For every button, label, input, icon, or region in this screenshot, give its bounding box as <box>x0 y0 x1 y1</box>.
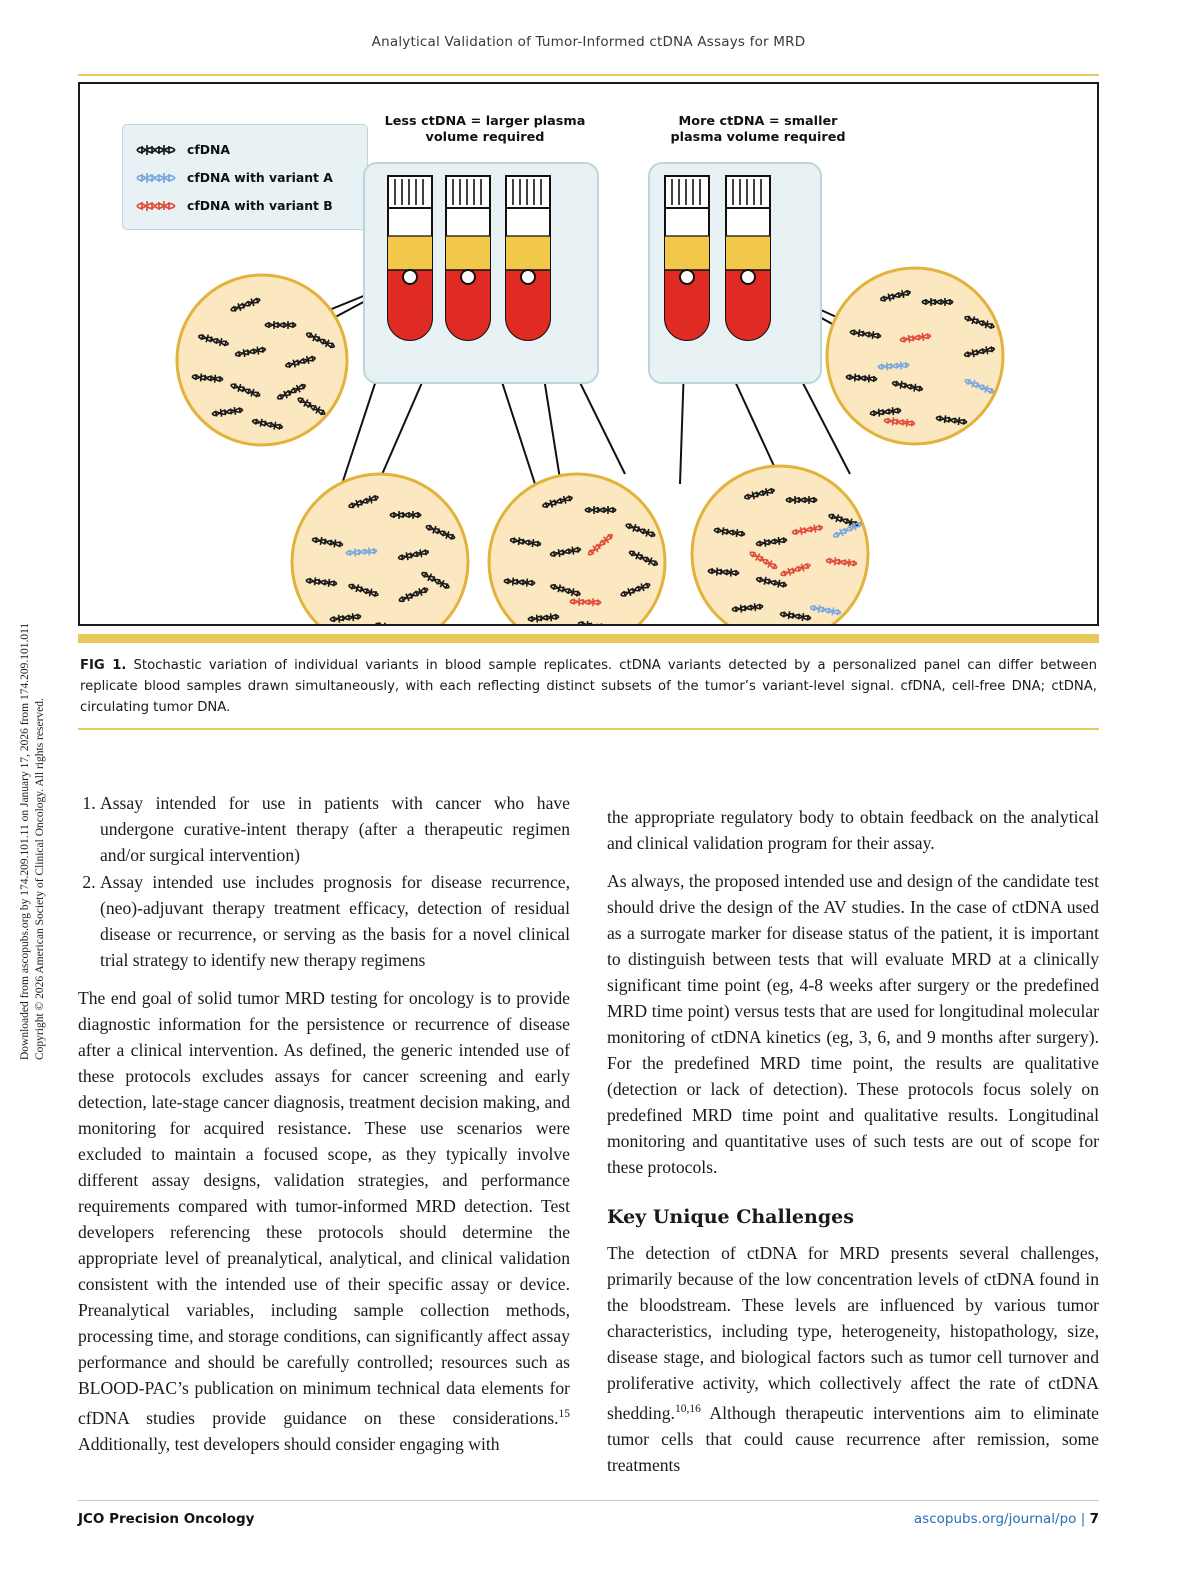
figure-image-panel <box>78 82 1099 626</box>
footer-journal-name: JCO Precision Oncology <box>78 1511 255 1527</box>
footer-journal-link[interactable]: ascopubs.org/journal/po <box>913 1511 1077 1527</box>
column-right <box>607 790 1099 1478</box>
paragraph-end-goal <box>78 985 570 1457</box>
footer-page-number: 7 <box>1089 1511 1099 1527</box>
dna-bubbles <box>80 84 1097 624</box>
citation-ref: 15 <box>558 1408 570 1420</box>
footer-right <box>914 1511 1099 1527</box>
legend-label: cfDNA <box>187 141 230 157</box>
column-left <box>78 790 570 1457</box>
paragraph-regulatory: the appropriate regulatory body to obtain feedback on the analytical and clinical validation program for their assay. <box>607 807 1099 853</box>
download-stamp-line-1: Downloaded from ascopubs.org by 174.209.101.11 on January 17, 2026 from 174.209.101.011 <box>19 622 31 1060</box>
download-copyright-stamp <box>18 623 48 1060</box>
footer-separator: | <box>1080 1511 1086 1527</box>
paragraph-text-cont: Additionally, test developers should consider engaging with <box>78 1433 500 1454</box>
paragraph-av-design: As always, the proposed intended use and design of the candidate test should drive the design of the AV studies. In the case of ctDNA used as a surrogate marker for disease status of the patient, it is important to distinguish between tests that will evaluate MRD at a clinically significant time point (eg, 4-8 weeks after surgery or the predefined MRD time point) versus tests that are used for longitudinal molecular monitoring of ctDNA kinetics (eg, 3, 6, and 9 months after surgery). For the predefined MRD time point, the results are qualitative (detection or lack of detection). These protocols focus solely on predefined MRD time point and qualitative results. Longitudinal monitoring and quantitative uses of such tests are out of scope for these protocols. <box>607 871 1099 1177</box>
download-stamp-line-2: Copyright © 2026 American Society of Clinical Oncology. All rights reserved. <box>34 698 46 1060</box>
figure-1 <box>78 74 1099 730</box>
figure-caption-label: FIG 1. <box>80 658 127 673</box>
list-item: 2. Assay intended use includes prognosis for disease recurrence, (neo)-adjuvant therapy treatment efficacy, detection of residual disease or recurrence, or serving as the basis for a novel clinical trial strategy to identify new therapy regimens <box>100 869 570 973</box>
page-footer <box>78 1500 1099 1527</box>
section-heading-key-unique-challenges: Key Unique Challenges <box>607 1206 854 1228</box>
figure-caption <box>78 643 1099 728</box>
figure-bottom-rule <box>78 634 1099 643</box>
paragraph-text: The end goal of solid tumor MRD testing for oncology is to provide diagnostic information for the persistence or recurrence of disease after a clinical intervention. As defined, the generic intended use of these protocols excludes assays for cancer screening and early detection, late-stage cancer diagnosis, treatment decision making, and monitoring for acquired resistance. These use scenarios were excluded to maintain a focused scope, as they typically involve different assay designs, validation strategies, and performance requirements compared with tumor-informed MRD detection. Test developers referencing these protocols should determine the appropriate level of preanalytical, analytical, and clinical validation consistent with the intended use of their specific assay or device. Preanalytical variables, including sample collection methods, processing time, and storage conditions, can significantly affect assay performance and should be carefully controlled; resources such as BLOOD-PAC’s publication on minimum technical data elements for cfDNA studies provide guidance on these considerations. <box>78 988 570 1428</box>
legend-label: cfDNA with variant A <box>187 169 333 185</box>
citation-ref: 10,16 <box>674 1403 701 1415</box>
figure-group-title-left: Less ctDNA = larger plasma volume required <box>384 114 586 145</box>
paragraph-text: The detection of ctDNA for MRD presents several challenges, primarily because of the low concentration levels of ctDNA found in the bloodstream. These levels are influenced by various tumor characteristics, including type, heterogeneity, histopathology, size, disease stage, and biological factors such as tumor cell turnover and proliferative activity, which collectively affect the rate of ctDNA shedding. <box>607 1243 1099 1423</box>
paragraph-text-cont: Although therapeutic interventions aim to eliminate tumor cells that could cause recurrence after remission, some treatments <box>607 1402 1099 1475</box>
figure-group-title-right: More ctDNA = smaller plasma volume required <box>670 114 846 145</box>
legend-label: cfDNA with variant B <box>187 197 333 213</box>
figure-caption-text: Stochastic variation of individual variants in blood sample replicates. ctDNA variants detected by a personalized panel can differ between replicate blood samples drawn simultaneously, with each reflecting distinct subsets of the tumor’s variant-level signal. cfDNA, cell-free DNA; ctDNA, circulating tumor DNA. <box>80 658 1097 715</box>
intended-use-list <box>78 790 570 973</box>
list-item: 1. Assay intended for use in patients with cancer who have undergone curative-intent therapy (after a therapeutic regimen and/or surgical intervention) <box>100 790 570 868</box>
running-head: Analytical Validation of Tumor-Informed ctDNA Assays for MRD <box>371 34 806 50</box>
figure-top-rule <box>78 74 1099 76</box>
figure-caption-rule <box>78 728 1099 730</box>
paragraph-challenges <box>607 1240 1099 1478</box>
